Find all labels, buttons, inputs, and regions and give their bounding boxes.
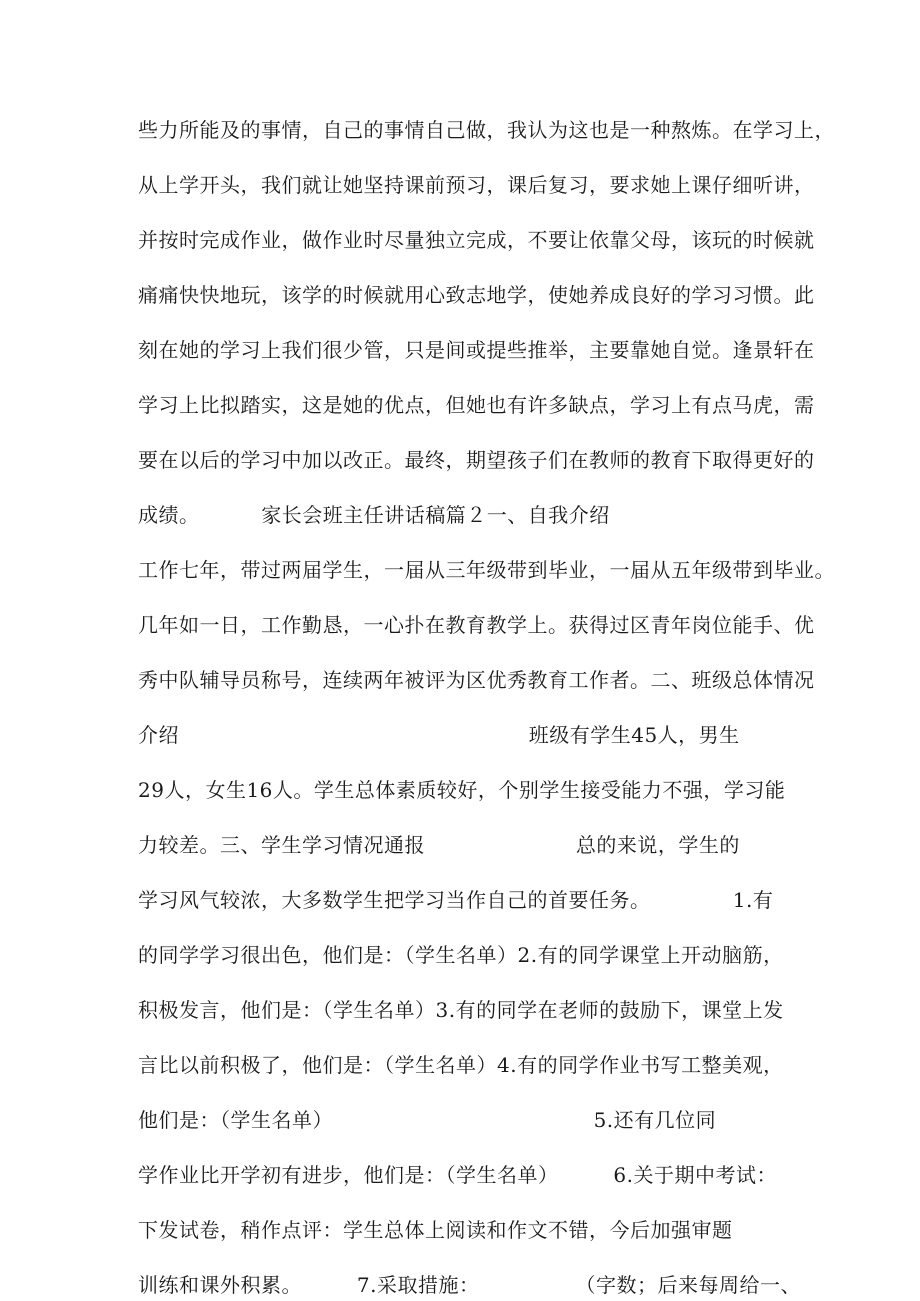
text-line-3: 并按时完成作业，做作业时尽量独立完成，不要让依靠父母，该玩的时候就	[138, 228, 815, 252]
text-line-21: 下发试卷，稍作点评：学生总体上阅读和作文不错，今后加强审题	[138, 1218, 733, 1242]
text-line-1: 些力所能及的事情，自己的事情自己做，我认为这也是一种熬炼。在学习上，	[138, 118, 835, 142]
text-line-19: 他们是：（学生名单） 5.还有几位同	[138, 1108, 717, 1132]
text-line-7: 要在以后的学习中加以改正。最终，期望孩子们在教师的教育下取得更好的	[138, 448, 815, 472]
text-line-6: 学习上比拟踏实，这是她的优点，但她也有许多缺点，学习上有点马虎，需	[138, 393, 815, 417]
text-line-9: 工作七年，带过两届学生，一届从三年级带到毕业，一届从五年级带到毕业。	[138, 558, 835, 582]
text-line-4: 痛痛快快地玩，该学的时候就用心致志地学，使她养成良好的学习习惯。此	[138, 283, 815, 307]
text-line-15: 学习风气较浓，大多数学生把学习当作自己的首要任务。 1.有	[138, 888, 774, 912]
text-line-13: 29人，女生16人。学生总体素质较好，个别学生接受能力不强，学习能	[138, 778, 786, 802]
text-line-17: 积极发言，他们是：（学生名单）3.有的同学在老师的鼓励下，课堂上发	[138, 998, 784, 1022]
text-line-5: 刻在她的学习上我们很少管，只是间或提些推举，主要靠她自觉。逢景轩在	[138, 338, 815, 362]
text-line-16: 的同学学习很出色，他们是：（学生名单）2.有的同学课堂上开动脑筋，	[138, 943, 784, 967]
text-line-12: 介绍 班级有学生45人，男生	[138, 723, 740, 747]
text-line-18: 言比以前积极了，他们是：（学生名单）4.有的同学作业书写工整美观，	[138, 1053, 784, 1077]
text-line-22: 训练和课外积累。 7.采取措施： （字数；后来每周给一、	[138, 1273, 801, 1297]
text-line-10: 几年如一日，工作勤恳，一心扑在教育教学上。获得过区青年岗位能手、优	[138, 613, 815, 637]
text-line-8: 成绩。 家长会班主任讲话稿篇２一、自我介绍	[138, 503, 610, 527]
text-line-11: 秀中队辅导员称号，连续两年被评为区优秀教育工作者。二、班级总体情况	[138, 668, 815, 692]
text-line-14: 力较差。三、学生学习情况通报 总的来说，学生的	[138, 833, 740, 857]
text-line-20: 学作业比开学初有进步，他们是：（学生名单） 6.关于期中考试：	[138, 1163, 777, 1187]
text-line-2: 从上学开头，我们就让她坚持课前预习，课后复习，要求她上课仔细听讲，	[138, 173, 815, 197]
